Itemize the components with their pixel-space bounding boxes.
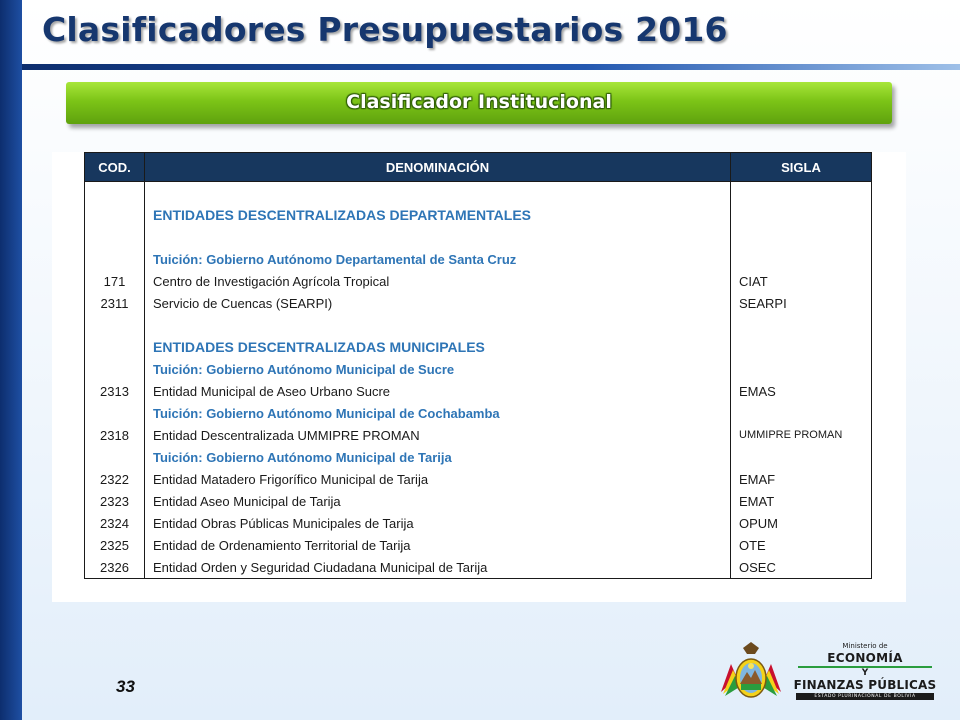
denominacion-cell: Tuición: Gobierno Autónomo Departamental de Santa Cruz bbox=[145, 248, 731, 270]
sigla-cell: CIAT bbox=[731, 270, 872, 292]
page-number: 33 bbox=[116, 677, 135, 696]
cod-cell bbox=[85, 402, 145, 424]
table-row bbox=[85, 534, 872, 556]
table-body bbox=[85, 182, 872, 579]
table-row bbox=[85, 556, 872, 579]
denominacion-cell: Entidad Descentralizada UMMIPRE PROMAN bbox=[145, 424, 731, 446]
cod-cell bbox=[85, 446, 145, 468]
cod-cell: 2311 bbox=[85, 292, 145, 314]
sigla-cell bbox=[731, 226, 872, 248]
denominacion-cell: Entidad Orden y Seguridad Ciudadana Municipal de Tarija bbox=[145, 556, 731, 579]
sigla-cell: OSEC bbox=[731, 556, 872, 579]
sigla-cell: EMAS bbox=[731, 380, 872, 402]
denominacion-cell: Entidad Aseo Municipal de Tarija bbox=[145, 490, 731, 512]
denominacion-cell: Entidad Matadero Frigorífico Municipal de Tarija bbox=[145, 468, 731, 490]
table-row bbox=[85, 490, 872, 512]
sigla-cell bbox=[731, 248, 872, 270]
table-row bbox=[85, 424, 872, 446]
sigla-cell: UMMIPRE PROMAN bbox=[731, 424, 872, 446]
sigla-cell: EMAF bbox=[731, 468, 872, 490]
cod-cell bbox=[85, 358, 145, 380]
cod-cell: 2323 bbox=[85, 490, 145, 512]
table-row bbox=[85, 270, 872, 292]
header-denominacion: DENOMINACIÓN bbox=[145, 153, 731, 182]
sigla-cell bbox=[731, 336, 872, 358]
logo-economia-text: ECONOMÍA bbox=[827, 651, 903, 665]
sigla-cell bbox=[731, 314, 872, 336]
spacer-row bbox=[85, 226, 872, 248]
tuicion-row bbox=[85, 446, 872, 468]
bolivia-coat-of-arms bbox=[717, 640, 785, 706]
cod-cell bbox=[85, 204, 145, 226]
left-accent-bar bbox=[0, 0, 22, 720]
table-row bbox=[85, 512, 872, 534]
sigla-cell bbox=[731, 358, 872, 380]
cod-cell: 2313 bbox=[85, 380, 145, 402]
tuicion-row bbox=[85, 358, 872, 380]
denominacion-cell: Entidad Municipal de Aseo Urbano Sucre bbox=[145, 380, 731, 402]
denominacion-cell bbox=[145, 182, 731, 205]
denominacion-cell: Tuición: Gobierno Autónomo Municipal de Cochabamba bbox=[145, 402, 731, 424]
cod-cell: 2326 bbox=[85, 556, 145, 579]
sigla-cell: SEARPI bbox=[731, 292, 872, 314]
spacer-row bbox=[85, 314, 872, 336]
denominacion-cell: Centro de Investigación Agrícola Tropical bbox=[145, 270, 731, 292]
sigla-cell: OPUM bbox=[731, 512, 872, 534]
denominacion-cell: Tuición: Gobierno Autónomo Municipal de Tarija bbox=[145, 446, 731, 468]
cod-cell: 2324 bbox=[85, 512, 145, 534]
section-heading-row bbox=[85, 336, 872, 358]
tuicion-row bbox=[85, 402, 872, 424]
cod-cell: 2322 bbox=[85, 468, 145, 490]
table-row bbox=[85, 380, 872, 402]
cod-cell bbox=[85, 336, 145, 358]
denominacion-cell: Entidad de Ordenamiento Territorial de Tarija bbox=[145, 534, 731, 556]
sigla-cell bbox=[731, 182, 872, 205]
section-banner-label: Clasificador Institucional bbox=[346, 91, 612, 113]
sigla-cell bbox=[731, 204, 872, 226]
header-sigla: SIGLA bbox=[731, 153, 872, 182]
cod-cell bbox=[85, 182, 145, 205]
denominacion-cell: ENTIDADES DESCENTRALIZADAS MUNICIPALES bbox=[145, 336, 731, 358]
table-header-row bbox=[85, 153, 872, 182]
sigla-cell bbox=[731, 402, 872, 424]
page-title: Clasificadores Presupuestarios 2016 bbox=[42, 10, 728, 49]
denominacion-cell: Servicio de Cuencas (SEARPI) bbox=[145, 292, 731, 314]
cod-cell bbox=[85, 248, 145, 270]
title-underline bbox=[22, 64, 960, 70]
section-heading-row bbox=[85, 204, 872, 226]
denominacion-cell bbox=[145, 226, 731, 248]
denominacion-cell: Tuición: Gobierno Autónomo Municipal de Sucre bbox=[145, 358, 731, 380]
table-frame bbox=[52, 152, 906, 602]
denominacion-cell: ENTIDADES DESCENTRALIZADAS DEPARTAMENTALES bbox=[145, 204, 731, 226]
denominacion-cell bbox=[145, 314, 731, 336]
cod-cell: 2318 bbox=[85, 424, 145, 446]
logo-y-text: Y bbox=[861, 668, 869, 678]
spacer-row bbox=[85, 182, 872, 205]
sigla-cell bbox=[731, 446, 872, 468]
sigla-cell: EMAT bbox=[731, 490, 872, 512]
logo-estado-text: ESTADO PLURINACIONAL DE BOLIVIA bbox=[796, 693, 934, 700]
header-cod: COD. bbox=[85, 153, 145, 182]
sigla-cell: OTE bbox=[731, 534, 872, 556]
section-banner bbox=[66, 82, 892, 124]
logo-ministerio-text: Ministerio de bbox=[842, 642, 888, 650]
cod-cell: 2325 bbox=[85, 534, 145, 556]
table-row bbox=[85, 292, 872, 314]
cod-cell bbox=[85, 314, 145, 336]
logo-finanzas-text: FINANZAS PÚBLICAS bbox=[793, 678, 937, 692]
tuicion-row bbox=[85, 248, 872, 270]
denominacion-cell: Entidad Obras Públicas Municipales de Tarija bbox=[145, 512, 731, 534]
ministry-logo bbox=[790, 642, 940, 704]
table-row bbox=[85, 468, 872, 490]
cod-cell: 171 bbox=[85, 270, 145, 292]
cod-cell bbox=[85, 226, 145, 248]
classifier-table bbox=[84, 152, 872, 579]
